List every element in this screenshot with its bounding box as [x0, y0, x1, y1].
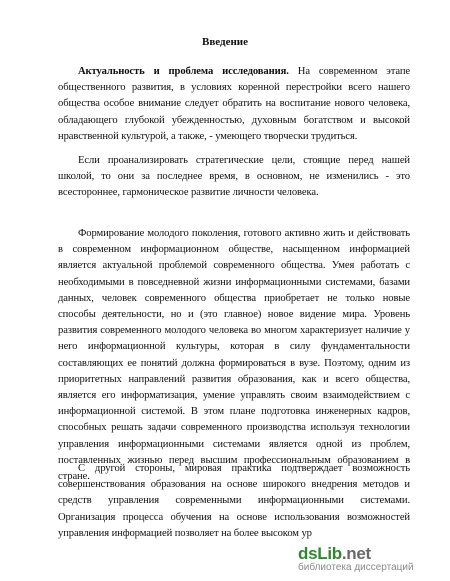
paragraph-relevance — [58, 64, 410, 145]
paragraph-lead-bold: Актуальность и проблема исследования. — [78, 66, 289, 77]
paragraph-practice: С другой стороны, мировая практика подтверждает возможность совершенствования образования на основе широкого внедрения методов и средств управления современными информационными системами. Организация процесса обучения на основе использования возможностей управления информацией позволяет на более высоком ур — [58, 463, 410, 539]
paragraph-text: На современном этапе общественного развития, в условиях коренной перестройки всего нашего общества особое внимание следует обратить на воспитание нового человека, обладающего глубокой убежденностью, духовным богатством и высокой нравственной культурой, а также, - умеющего творчески трудиться. — [58, 66, 411, 142]
document-title: Введение — [201, 36, 249, 48]
watermark-logo — [298, 544, 438, 564]
watermark-subtitle: библиотека диссертаций — [298, 562, 414, 573]
watermark-logo-suffix: .net — [341, 544, 371, 563]
watermark-logo-main: dsLib — [298, 544, 342, 563]
paragraph-goals: Если проанализировать стратегические цели, стоящие перед нашей школой, то они за последнее время, в основном, не изменились - это всестороннее, гармоническое развитие личности человека. — [58, 155, 410, 199]
paragraph-informatization: Формирование молодого поколения, готового активно жить и действовать в современном информационном обществе, насыщенном информацией является актуальной проблемой современного общества. Умея работать с необходимыми в повседневной жизни информационными системами, базами данных, человек современного общества приобретает не только новые способы деятельности, но и (это главное) новое видение мира. Уровень развития современного молодого человека во многом характеризует наличие у него информационной культуры, которая в силу фундаментальности составляющих ее понятий должна формироваться в вузе. Поэтому, одним из приоритетных направлений развития образования, как и всего общества, является его информатизация, умение управлять своим взаимодействием с информационной системой. В этом плане подготовка инженерных кадров, способных решать задачи современного производства используя технологии управления информационными системами является одной из проблем, поставленных жизнью перед высшим профессиональным образованием в стране. — [58, 228, 410, 483]
watermark — [298, 544, 438, 573]
